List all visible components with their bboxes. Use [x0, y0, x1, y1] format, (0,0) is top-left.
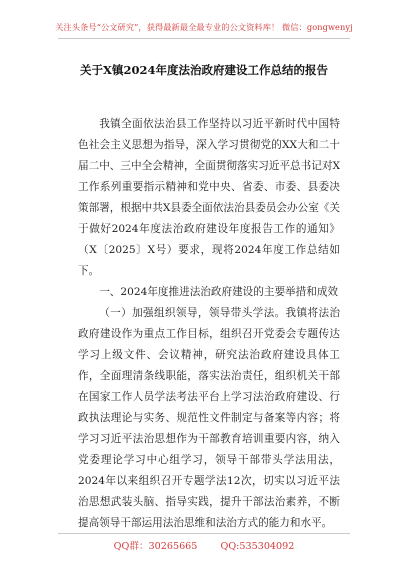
- document-title: 关于X镇2024年度法治政府建设工作总结的报告: [80, 63, 328, 77]
- header-divider: [58, 38, 350, 39]
- paragraph-section-1-1: （一）加强组织领导，领导带头学法。我镇将法治政府建设作为重点工作目标，组织召开党委会专题传达学习上级文件、会议精神，研究法治政府建设具体工作，全面理清条线职能，落实法治责任，组织机关干部在国家工作人员学法考法平台上学习法治政府建设、行政执法理论与实务、规范性文件制定与备案等内容；将学习习近平法治思想作为干部教育培训重要内容，纳入党委理论学习中心组学习，领导干部带头学法用法，2024年以来组织召开专题学法12次，切实以习近平法治思想武装头脑、指导实践，提升干部法治素养，不断提高领导干部运用法治思维和法治方式的能力和水平。: [78, 307, 340, 529]
- footer-qq-number: QQ:535304092: [220, 541, 295, 552]
- header-promo: 关注头条号“公文研究”，获得最新最全最专业的公文资料库！ 微信：gongwenyj: [55, 22, 353, 32]
- document-body: [78, 114, 340, 534]
- footer-contact: [0, 538, 408, 552]
- footer-divider: [58, 533, 350, 534]
- footer-qq-group: QQ群：30265665: [113, 541, 198, 552]
- paragraph-intro: 我镇全面依法治县工作坚持以习近平新时代中国特色社会主义思想为指导，深入学习贯彻党的XX大和二十届二中、三中全会精神，全面贯彻落实习近平总书记对X工作系列重要指示精神和党中央、省委、市委、县委决策部署，根据中共X县委全面依法治县委员会办公室《关于做好2024年度法治政府建设年度报告工作的通知》（X〔2025〕X号）要求，现将2024年度工作总结如下。: [78, 118, 340, 277]
- section-heading-1: 一、2024年度推进法治政府建设的主要举措和成效: [99, 286, 339, 298]
